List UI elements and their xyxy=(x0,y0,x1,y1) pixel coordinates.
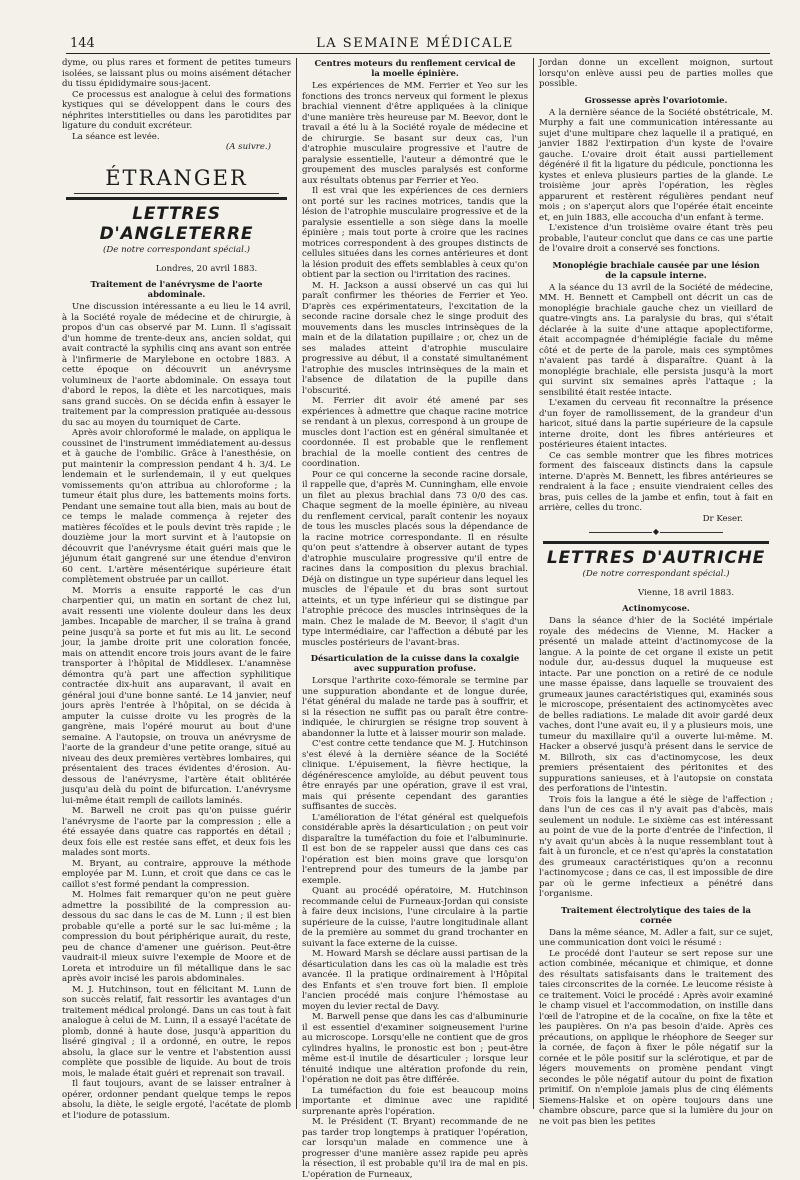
article-heading: Actinomycose. xyxy=(622,603,690,613)
paragraph: M. Holmes fait remarquer qu'on ne peut guère admettre la possibilité de la compression au-dessous du sac dans le cas de M. Lunn ; il est bien probable qu'elle a porté sur le sac lui-même ; la compression du bout périphérique aurait, du reste, peu de chance d'amener une guérison. Peut-être vaudrait-il mieux suivre l'exemple de Moore et de Loreta et introduire un fil métallique dans le sac après avoir incisé les parois abdominales. xyxy=(62,890,291,984)
paragraph: Trois fois la langue a été le siège de l'affection ; dans l'un de ces cas il n'y avait pas d'abcès, mais seulement un nodule. Le sixième cas est intéressant au point de vue de la porte d'entrée de l'infection, il n'y avait qu'un abcès à la nuque ressemblant tout à fait à un furoncle, et ce n'est qu'après la constatation des grumeaux caractéristiques qu'on a reconnu l'actinomycose ; dans ce cas, il est impossible de dire par où le germe infectieux a pénétré dans l'organisme. xyxy=(539,794,773,899)
diamond-icon: ◆ xyxy=(652,527,660,536)
paragraph: dyme, ou plus rares et forment de petites tumeurs isolées, se laissant plus ou moins aisément détacher du tissu épididymaire sous-jacent. xyxy=(62,58,291,89)
dateline: Vienne, 18 avril 1883. xyxy=(637,587,735,598)
running-header xyxy=(70,36,760,52)
correspondent-note: (De notre correspondant spécial.) xyxy=(103,245,250,255)
column-3 xyxy=(539,58,773,1127)
paragraph: A la séance du 13 avril de la Société de médecine, MM. H. Bennett et Campbell ont décrit un cas de monoplégie brachiale gauche chez un vieillard de quatre-vingts ans. La paralysie du bras, qui s'était déclarée à la suite d'une attaque apoplectiforme, était accompagnée d'hémiplégie faciale du même côté et de perte de la parole, mais ces symptômes n'avaient pas tardé à disparaître. Quant à la monoplégie brachiale, elle persista jusqu'à la mort qui survint six semaines après l'attaque ; la sensibilité était restée intacte. xyxy=(539,282,773,398)
letters-title-england: LETTRES D'ANGLETERRE xyxy=(99,204,254,244)
article-heading: Monoplégie brachiale causée par une lésion de la capsule interne. xyxy=(552,259,760,280)
paragraph: A la dernière séance de la Société obstétricale, M. Murphy a fait une communication intéressante au sujet d'une multipare chez laquelle il a pratiqué, en janvier 1882 l'extirpation d'un kyste de l'ovaire gauche. L'ovaire droit était aussi partiellement dégénéré il fit la ligature du pédicule, ponctionna les kystes et enleva plusieurs parties de la glande. Le troisième jour après l'opération, les règles apparurent et restèrent régulières pendant neuf mois ; on s'aperçut alors que l'opérée était enceinte et, en juin 1883, elle accoucha d'un enfant à terme. xyxy=(539,107,773,223)
letters-title-austria: LETTRES D'AUTRICHE xyxy=(546,548,766,568)
paragraph: Ce processus est analogue à celui des formations kystiques qui se développent dans le cours des néphrites interstitielles ou dans les parotidites par ligature du conduit excréteur. xyxy=(62,89,291,131)
paragraph: Jordan donne un excellent moignon, surtout lorsqu'on enlève aussi peu de parties molles que possible. xyxy=(539,58,773,89)
header-rule xyxy=(66,53,770,54)
paragraph: Lorsque l'arthrite coxo-fémorale se termine par une suppuration abondante et de longue durée, l'état général du malade ne tarde pas à souffrir, et si la résection ne suffit pas ou paraît être contre-indiquée, le chirurgien se résigne trop souvent à abandonner la lutte et à laisser mourir son malade. xyxy=(302,676,528,739)
section-title-etranger: ÉTRANGER xyxy=(105,165,248,190)
running-title: LA SEMAINE MÉDICALE xyxy=(316,36,514,51)
paragraph: M. J. Hutchinson, tout en félicitant M. Lunn de son succès relatif, fait ressortir les avantages d'un traitement médical prolongé. Dans un cas tout à fait analogue à celui de M. Lunn, il a essayé l'acétate de plomb, donné à haute dose, jusqu'à apparition du liséré gingival ; il a ordonné, en outre, le repos absolu, la glace sur le ventre et l'abstention aussi complète que possible de liquide. Au bout de trois mois, le malade était guéri et reprenait son travail. xyxy=(62,984,291,1079)
paragraph: Quant au procédé opératoire, M. Hutchinson recommande celui de Furneaux-Jordan qui consiste à faire deux incisions, l'une circulaire à la partie supérieure de la cuisse, l'autre longitudinale allant de la première au sommet du grand trochanter en suivant la face externe de la cuisse. xyxy=(302,886,528,949)
paragraph: M. Barwell pense que dans les cas d'albuminurie il est essentiel d'examiner soigneusement l'urine au microscope. Lorsqu'elle ne contient que de gros cylindres hyalins, le pronostic est bon ; peut-être même est-il inutile de désarticuler ; lorsque leur ténuité indique une altération profonde du rein, l'opération ne doit pas être différée. xyxy=(302,1012,528,1085)
paragraph: L'examen du cerveau fit reconnaître la présence d'un foyer de ramollissement, de la grandeur d'un haricot, situé dans la partie supérieure de la capsule interne droite, dont les fibres antérieures et postérieures étaient intactes. xyxy=(539,398,773,450)
continuation-note: (A suivre.) xyxy=(225,142,271,152)
paragraph: M. H. Jackson a aussi observé un cas qui lui paraît confirmer les théories de Ferrier et Yeo. D'après ces expérimentateurs, l'excitation de la seconde racine dorsale chez le singe produit des mouvements dans les muscles intrinsèques de la main et de la dilatation pupillaire ; or, chez un de ses malades atteint d'atrophie musculaire progressive au début, il a constaté simultanément l'atrophie des muscles intrinsèques de la main et l'absence de dilatation de la pupille dans l'obscurité. xyxy=(302,280,528,396)
paragraph: M. Howard Marsh se déclare aussi partisan de la désarticulation dans les cas où la maladie est très avancée. Il la pratique ordinairement à l'Hôpital des Enfants et s'en trouve fort bien. Il emploie l'ancien procédé mais conjure l'hémostase au moyen du levier rectal de Davy. xyxy=(302,949,528,1012)
paragraph: Dans la séance d'hier de la Société impériale royale des médecins de Vienne, M. Hacker a présenté un malade atteint d'actinomycose de la langue. A la pointe de cet organe il existe un petit nodule dur, au-dessus duquel la muqueuse est intacte. Par une ponction on a retiré de ce nodule une masse épaisse, dans laquelle se trouvaient des grumeaux jaunes caractéristiques qui, examinés sous le microscope, présentaient des actinomycètes avec de belles radiations. Le malade dit avoir gardé deux vaches, dont l'une avait eu, il y a plusieurs mois, une tumeur du maxillaire qu'il a ouverte lui-même. M. Hacker a observé jusqu'à présent dans le service de M. Billroth, six cas d'actinomycose, les deux premiers présentaient des péritonites et des suppurations sanieuses, et à l'autopsie on constata des perforations de l'intestin. xyxy=(539,616,773,794)
paragraph: M. Ferrier dit avoir été amené par ses expériences à admettre que chaque racine motrice se rendant à un plexus, correspond à un groupe de muscles dont l'action est en général simultanée et coordonnée. Il est probable que le renflement brachial de la moelle contient des centres de coordination. xyxy=(302,396,528,469)
column-divider xyxy=(533,58,534,1109)
paragraph: La tuméfaction du foie est beaucoup moins importante et diminue avec une rapidité surprenante après l'opération. xyxy=(302,1085,528,1117)
paragraph: M. Morris a ensuite rapporté le cas d'un charpentier qui, un matin en sortant de chez lui, avait ressenti une violente douleur dans les deux jambes. Incapable de marcher, il se traîna à grand peine jusqu'à sa porte et fut mis au lit. Le second jour, la jambe droite prit une coloration foncée, mais on attendit encore trois jours avant de le faire transporter à l'hôpital de Middlesex. L'anamnèse démontra qu'à part une affection syphilitique contractée dix-huit ans auparavant, il avait en général joui d'une bonne santé. Le 14 janvier, neuf jours après l'entrée à l'hôpital, on se décida à amputer la cuisse droite vu les progrès de la gangrène, mais l'opéré mourut au bout d'une semaine. A l'autopsie, on trouva un anévrysme de l'aorte de la grandeur d'une petite orange, situé au niveau des deux premières vertèbres lombaires, qui présentaient des traces évidentes d'érosion. Au-dessous de l'anévrysme, l'artère était oblitérée jusqu'au delà du point de bifurcation. L'anévrysme lui-même était rempli de caillots laminés. xyxy=(62,585,291,806)
paragraph: Ce cas semble montrer que les fibres motrices forment des faisceaux distincts dans la capsule interne. D'après M. Bennett, les fibres antérieures se rendraient à la face ; ensuite viendraient celles des bras, puis celles de la jambe et enfin, tout à fait en arrière, celles du tronc. xyxy=(539,450,773,513)
paragraph: L'existence d'un troisième ovaire étant très peu probable, l'auteur conclut que dans ce cas une partie de l'ovaire droit a conservé ses fonctions. xyxy=(539,223,773,254)
column-1 xyxy=(62,58,291,1121)
paragraph: L'amélioration de l'état général est quelquefois considérable après la désarticulation ; on peut voir disparaître la tuméfaction du foie et l'albuminurie. Il est bon de se rappeler aussi que dans ces cas l'opération est bien moins grave que lorsqu'on l'entreprend pour des tumeurs de la jambe par exemple. xyxy=(302,812,528,886)
divider xyxy=(66,197,287,200)
article-heading: Désarticulation de la cuisse dans la coxalgie avec suppuration profuse. xyxy=(310,653,520,673)
paragraph: C'est contre cette tendance que M. J. Hutchinson s'est élevé à la dernière séance de la Société clinique. L'épuisement, la fièvre hectique, la dégénérescence amyloïde, au début peuvent tous être enrayés par une opération, grave il est vrai, mais qui présente cependant des garanties suffisantes de succès. xyxy=(302,739,528,812)
paragraph: La séance est levée. xyxy=(72,131,160,142)
paragraph: M. Barwell ne croit pas qu'on puisse guérir l'anévrysme de l'aorte par la compression ; elle a été essayée dans quatre cas rapportés en détail ; deux fois elle est restée sans effet, et deux fois les malades sont morts. xyxy=(62,806,291,858)
correspondent-note: (De notre correspondant spécial.) xyxy=(582,569,730,579)
paragraph: M. Bryant, au contraire, approuve la méthode employée par M. Lunn, et croit que dans ce cas le caillot s'est formé pendant la compression. xyxy=(62,858,291,890)
divider xyxy=(74,193,279,194)
paragraph: Il est vrai que les expériences de ces derniers ont porté sur les racines motrices, tandis que la lésion de l'atrophie musculaire progressive et de la paralysie essentielle a son siège dans la moelle épinière ; mais tout porte à croire que les racines motrices correspondent à des groupes distincts de cellules situées dans les cornes antérieures et dont la lésion produit des effets semblables à ceux qu'on obtient par la section ou l'irritation des racines. xyxy=(302,186,528,280)
paragraph: Le procédé dont l'auteur se sert repose sur une action combinée, mécanique et chimique, et donne des résultats satisfaisants dans le traitement des taies circonscrites de la cornée. Le leucome résiste à ce traitement. Voici le procédé : Après avoir examiné le champ visuel et l'accommodation, on instille dans l'œil de l'atropine et de la cocaïne, on fixe la tête et les paupières. On n'a pas besoin d'aide. Après ces précautions, on applique le rhéophore de Seeger sur la cornée, de façon à fixer le pôle négatif sur la cornée et le pôle positif sur la sclérotique, et par de légers mouvements on promène pendant vingt secondes le pôle négatif autour du point de fixation primitif. On n'emploie jamais plus de cinq éléments Siemens-Halske et on opère toujours dans une chambre obscure, parce que si la lumière du jour on ne voit pas bien les petites xyxy=(539,948,773,1127)
article-heading: Traitement électrolytique des taies de la cornée xyxy=(561,904,751,925)
divider xyxy=(543,541,769,544)
article-heading: Grossesse après l'ovariotomie. xyxy=(584,94,728,105)
dateline: Londres, 20 avril 1883. xyxy=(155,263,258,274)
paragraph: Pour ce qui concerne la seconde racine dorsale, il rappelle que, d'après M. Cunningham, elle envoie un filet au plexus brachial dans 73 0/0 des cas. Chaque segment de la moelle épinière, au niveau du renflement cervical, paraît contenir les noyaux de tous les muscles placés sous la dépendance de la racine motrice correspondante. Il en résulte qu'on peut s'attendre à observer autant de types d'atrophie musculaire progressive qu'il entre de racines dans la composition du plexus brachial. Déjà on distingue un type supérieur dans lequel les muscles de l'épaule et du bras sont surtout atteints, et un type inférieur qui se distingue par l'atrophie précoce des muscles intrinsèques de la main. Chez le malade de M. Beevor, il s'agit d'un type intermédiaire, car l'affection a débuté par les muscles postérieurs de l'avant-bras. xyxy=(302,469,528,648)
column-divider xyxy=(296,58,297,1109)
paragraph: Après avoir chloroformé le malade, on appliqua le coussinet de l'instrument immédiatement au-dessus et à gauche de l'ombilic. Grâce à l'anesthésie, on put maintenir la compression pendant 4 h. 3/4. Le lendemain et le surlendemain, il y eut quelques vomissements qu'on attribua au chloroforme ; la tumeur était plus dure, les battements moins forts. Pendant une semaine tout alla bien, mais au bout de ce temps le malade commença à rejeter des matières fécoïdes et le pouls devint très rapide ; le douzième jour la mort survint et à l'autopsie on découvrit que l'anévrysme était guéri mais que le jéjunum était gangrené sur une étendue d'environ 60 cent. L'artère mésentérique supérieure était complètement obstruée par un caillot. xyxy=(62,428,291,585)
column-2 xyxy=(302,58,528,1180)
article-heading: Traitement de l'anévrysme de l'aorte abdominale. xyxy=(90,279,263,299)
paragraph: Une discussion intéressante a eu lieu le 14 avril, à la Société royale de médecine et de chirurgie, à propos d'un cas observé par M. Lunn. Il s'agissait d'un homme de trente-deux ans, ancien soldat, qui avait contracté la syphilis cinq ans avant son entrée à l'infirmerie de Marylebone en octobre 1883. A cette époque on découvrit un anévrysme volumineux de l'aorte abdominale. On essaya tout d'abord le repos, la diète et les narcotiques, mais sans grand succès. On se décida enfin à essayer le traitement par la compression pratiquée au-dessous du sac au moyen du tourniquet de Carte. xyxy=(62,302,291,428)
page-number: 144 xyxy=(70,36,95,51)
paragraph: M. le Président (T. Bryant) recommande de ne pas tarder trop longtemps à pratiquer l'opération, car lorsqu'un malade en commence une à progresser d'une manière assez rapide peu après la résection, il est probable qu'il ira de mal en pis. L'opération de Furneaux, xyxy=(302,1117,528,1180)
paragraph: Il faut toujours, avant de se laisser entraîner à opérer, ordonner pendant quelque temps le repos absolu, la diète, le seigle ergoté, l'acétate de plomb et l'iodure de potassium. xyxy=(62,1079,291,1121)
author-signature: Dr Keser. xyxy=(702,513,743,524)
paragraph: Les expériences de MM. Ferrier et Yeo sur les fonctions des troncs nerveux qui forment le plexus brachial viennent d'être appliquées à la clinique d'une manière très heureuse par M. Beevor, dont le travail a été lu à la Société royale de médecine et de chirurgie. Se basant sur deux cas, l'un d'atrophie musculaire progressive et l'autre de paralysie essentielle, l'auteur a démontré que le groupement des muscles paralysés est conforme aux résultats obtenus par Ferrier et Yeo. xyxy=(302,81,528,186)
article-heading: Centres moteurs du renflement cervical de la moelle épinière. xyxy=(314,58,516,78)
paragraph: Dans la même séance, M. Adler a fait, sur ce sujet, une communication dont voici le résumé : xyxy=(539,927,773,948)
ornament-divider xyxy=(589,528,723,537)
